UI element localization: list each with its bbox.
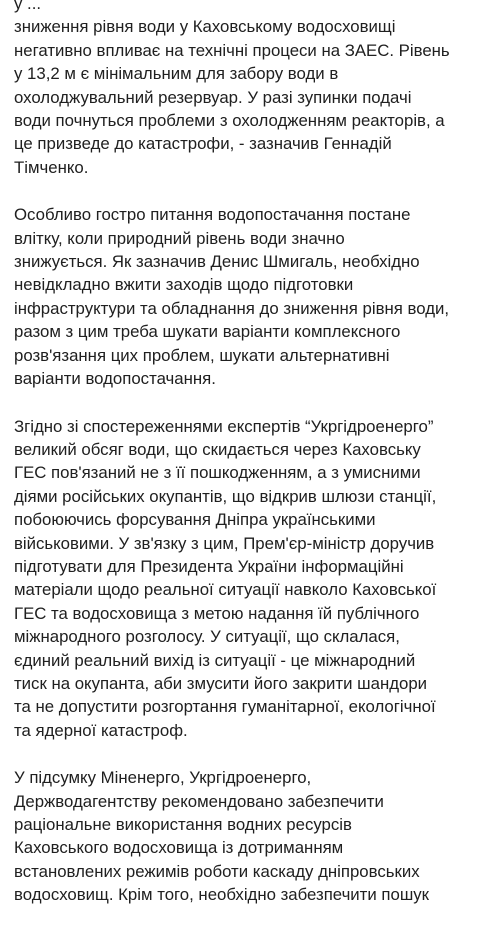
text-line: ГЕС та водосховища з метою надання їй публічного (14, 603, 420, 623)
text-line: підготувати для Президента України інформаційні (14, 556, 404, 576)
text-line: єдиний реальний вихід із ситуації - це міжнародний (14, 650, 416, 670)
text-line: Особливо гостро питання водопостачання постане (14, 205, 411, 225)
text-line: Каховського водосховища із дотриманням (14, 838, 344, 858)
text-line: матеріали щодо реальної ситуації навколо Каховської (14, 580, 437, 600)
text-line: знижується. Як зазначив Денис Шмигаль, необхідно (14, 252, 420, 272)
text-line: Згідно зі спостереженнями експертів “Укргідроенерго” (14, 416, 434, 436)
text-line: та не допустити розгортання гуманітарної, екологічної (14, 697, 436, 717)
text-line: негативно впливає на технічні процеси на ЗАЕС. Рівень (14, 40, 450, 60)
text-line: тиск на окупанта, аби змусити його закрити шандори (14, 673, 428, 693)
article-body (14, 0, 492, 931)
text-line: у 13,2 м є мінімальним для забору води в (14, 64, 339, 84)
text-line: великий обсяг води, що скидається через Каховську (14, 439, 421, 459)
text-line: невідкладно вжити заходів щодо підготовки (14, 275, 354, 295)
text-line: зниження рівня води у Каховському водосховищі (14, 17, 396, 37)
text-line: разом з цим треба шукати варіанти комплексного (14, 322, 401, 342)
text-line: У підсумку Міненерго, Укргідроенерго, (14, 768, 312, 788)
text-line: ГЕС пов'язаний не з її пошкодженням, а з умисними (14, 463, 421, 483)
paragraph-water-supply (14, 203, 492, 390)
paragraph-zaes-water-level (14, 0, 492, 179)
text-line: міжнародного розголосу. У ситуації, що склалася, (14, 627, 400, 647)
text-line: побоюючись форсування Дніпра українськими (14, 510, 376, 530)
text-line: встановлених режимів роботи каскаду дніпровських (14, 861, 420, 881)
text-line: діями російських окупантів, що відкрив шлюзи станції, (14, 486, 437, 506)
text-line: розв'язання цих проблем, шукати альтернативні (14, 345, 390, 365)
text-line: Тімченко. (14, 157, 89, 177)
text-line: Держводагентству рекомендовано забезпечити (14, 791, 384, 811)
text-line: інфраструктури та обладнання до зниження рівня води, (14, 298, 450, 318)
text-line: води почнуться проблеми з охолодженням реакторів, а (14, 111, 445, 131)
text-line: варіанти водопостачання. (14, 369, 216, 389)
text-line: це призведе до катастрофи, - зазначив Геннадій (14, 134, 392, 154)
text-line: раціональне використання водних ресурсів (14, 815, 352, 834)
text-line: водосховищ. Крім того, необхідно забезпечити пошук (14, 885, 430, 905)
text-line: у ... (14, 0, 42, 13)
text-line: військовими. У зв'язку з цим, Прем'єр-міністр доручив (14, 533, 435, 553)
text-line: та ядерної катастроф. (14, 720, 188, 740)
paragraph-recommendations (14, 766, 492, 906)
text-line: влітку, коли природний рівень води значно (14, 228, 345, 248)
text-line: охолоджувальний резервуар. У разі зупинки подачі (14, 87, 412, 107)
paragraph-expert-observations (14, 415, 492, 743)
